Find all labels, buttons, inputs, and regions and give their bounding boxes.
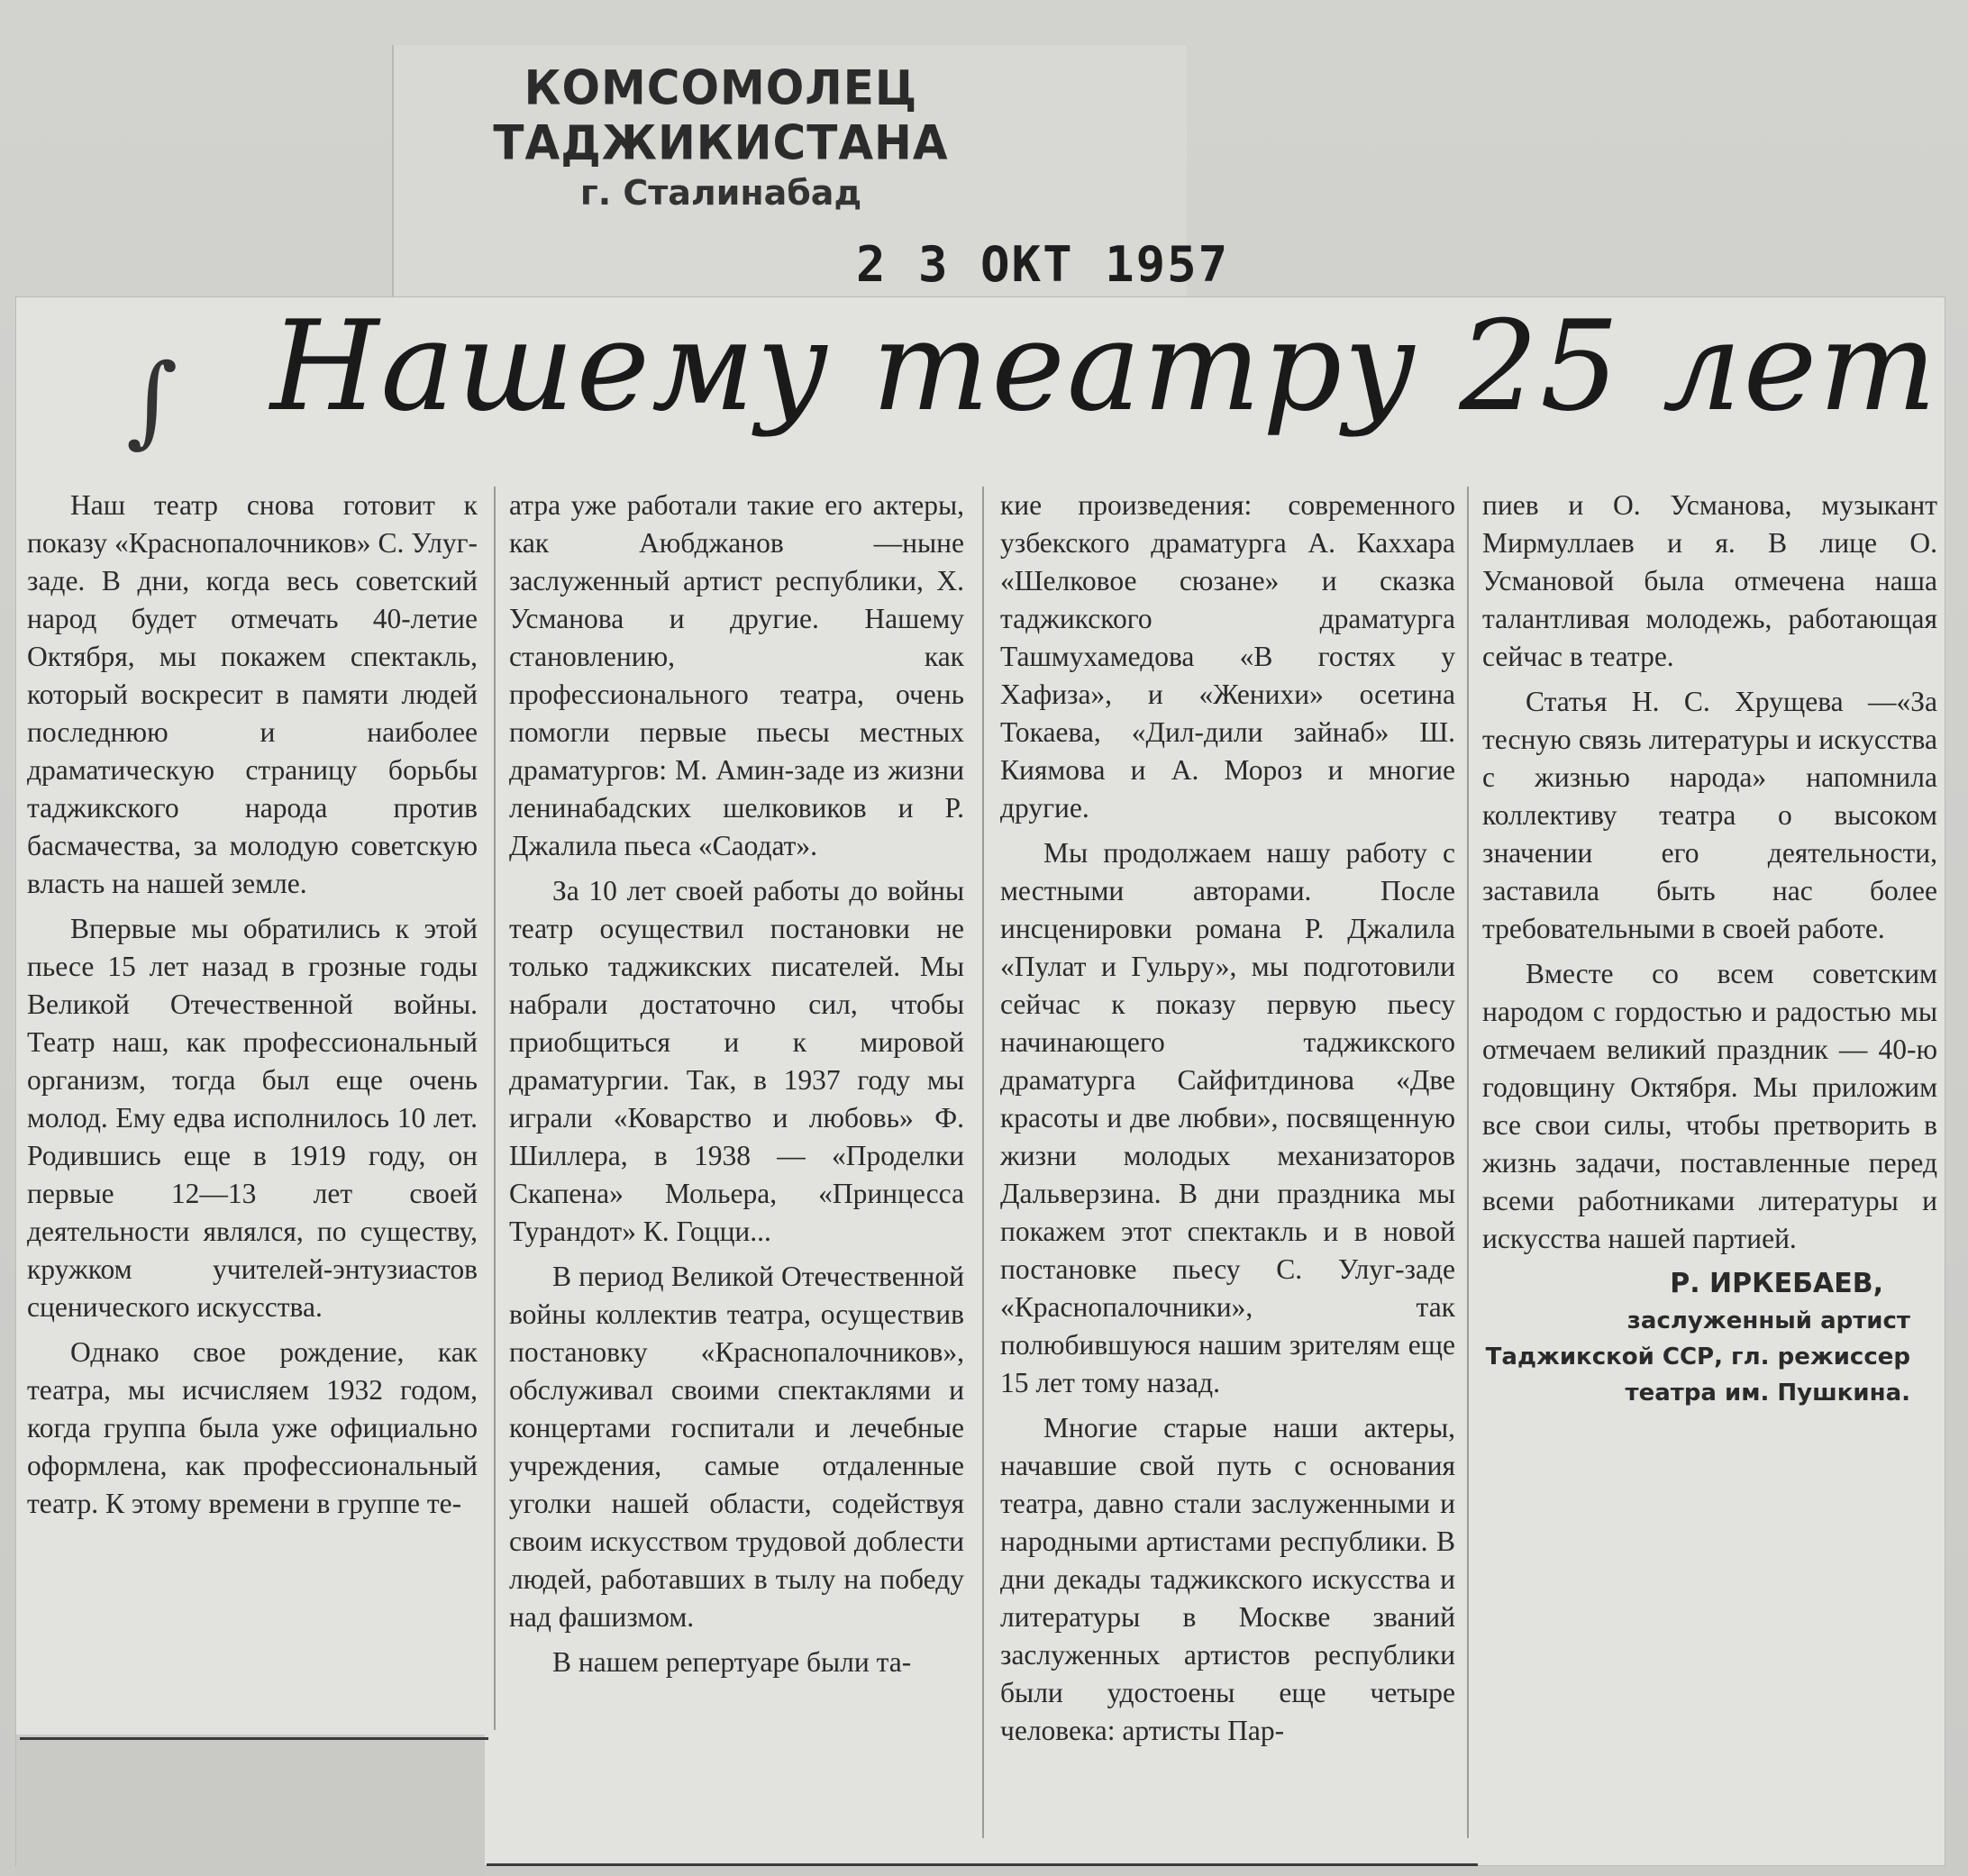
date-stamp: 2 3 ОКТ 1957 <box>856 236 1230 293</box>
clipping-cut-corner <box>16 1735 485 1876</box>
article-headline: Нашему театру 25 лет <box>270 294 1939 439</box>
author-name: Р. ИРКЕБАЕВ, <box>1670 1268 1883 1299</box>
article-column-3 <box>1000 487 1455 1757</box>
bottom-rule <box>487 1863 1478 1866</box>
paragraph: Наш театр снова готовит к показу «Краснопалочников» С. Улуг-заде. В дни, когда весь советский народ будет отмечать 40-летие Октября, мы покажем спектакль, который воскресит в памяти людей последнюю и наиболее драматическую страницу борьбы таджикского народа против басмачества, за молодую советскую власть на нашей земле. <box>27 489 478 899</box>
column-divider <box>494 487 496 1730</box>
paragraph: пиев и О. Усманова, музыкант Мирмуллаев и я. В лице О. Усмановой была отмечена наша талантливая молодежь, работающая сейчас в театре. <box>1482 489 1937 672</box>
paragraph: атра уже работали такие его актеры, как Аюбджанов —ныне заслуженный артист республики, Х. Усманова и другие. Нашему становлению, как профессионального театра, очень помогли первые пьесы местных драматургов: М. Амин-заде из жизни ленинабадских шелковиков и Р. Джалила пьеса «Саодат». <box>509 489 964 861</box>
author-title: заслуженный артист Таджикской ССР, гл. режиссер театра им. Пушкина. <box>1485 1307 1910 1407</box>
paragraph: Вместе со всем советским народом с гордостью и радостью мы отмечаем великий праздник — 40-ю годовщину Октября. Мы приложим все свои силы, чтобы претворить в жизнь задачи, поставленные перед всеми работниками литературы и искусства нашей партией. <box>1482 958 1937 1254</box>
paragraph: кие произведения: современного узбекского драматурга А. Каххара «Шелковое сюзане» и сказка таджикского драматурга Ташмухамедова «В гостях у Хафиза», и «Женихи» осетина Токаева, «Дил-дили зайнаб» Ш. Киямова и А. Мороз и многие другие. <box>1000 489 1455 824</box>
column-divider <box>982 487 984 1838</box>
article-column-4 <box>1482 487 1937 1411</box>
newspaper-city: г. Сталинабад <box>579 173 862 213</box>
column-divider <box>1467 487 1469 1838</box>
paragraph: Многие старые наши актеры, начавшие свой путь с основания театра, давно стали заслуженными и народными артистами республики. В дни декады таджикского искусства и литературы в Москве званий заслуженных артистов республики были удостоены еще четыре человека: артисты Пар- <box>1000 1412 1455 1746</box>
ornament-glyph: ∫ <box>126 342 178 458</box>
paragraph: За 10 лет своей работы до войны театр осуществил постановки не только таджикских писателей. Мы набрали достаточно сил, чтобы приобщиться и к мировой драматургии. Так, в 1937 году мы играли «Коварство и любовь» Ф. Шиллера, в 1938 — «Проделки Скапена» Мольера, «Принцесса Турандот» К. Гоцци... <box>509 875 964 1247</box>
paragraph: Статья Н. С. Хрущева —«За тесную связь литературы и искусства с жизнью народа» напомнила коллективу театра о высоком значении его деятельности, заставила быть нас более требовательными в своей работе. <box>1482 686 1937 944</box>
newspaper-stamp <box>396 60 1045 213</box>
paragraph: Мы продолжаем нашу работу с местными авторами. После инсценировки романа Р. Джалила «Пулат и Гульру», мы подготовили сейчас к показу первую пьесу начинающего таджикского драматурга Сайфитдинова «Две красоты и две любви», посвященную жизни молодых механизаторов Дальверзина. В дни праздника мы покажем этот спектакль и в новой постановке пьесу С. Улуг-заде «Краснопалочники», так полюбившуюся нашим зрителям еще 15 лет тому назад. <box>1000 837 1455 1398</box>
newspaper-name: КОМСОМОЛЕЦ ТАДЖИКИСТАНА <box>493 60 949 170</box>
bottom-rule <box>20 1737 488 1740</box>
paragraph: Однако свое рождение, как театра, мы исчисляем 1932 годом, когда группа была уже официально оформлена, как профессиональный театр. К этому времени в группе те- <box>27 1336 478 1519</box>
article-column-1 <box>27 487 478 1530</box>
article-column-2 <box>509 487 964 1689</box>
paragraph: В период Великой Отечественной войны коллектив театра, осуществив постановку «Краснопалочников», обслуживал своими спектаклями и концертами госпитали и лечебные учреждения, самые отдаленные уголки нашей области, содействуя своим искусством трудовой доблести людей, работавших в тылу на победу над фашизмом. <box>509 1261 964 1633</box>
paragraph: Впервые мы обратились к этой пьесе 15 лет назад в грозные годы Великой Отечественной войны. Театр наш, как профессиональный организм, тогда был еще очень молод. Ему едва исполнилось 10 лет. Родившись еще в 1919 году, он первые 12—13 лет своей деятельности являлся, по существу, кружком учителей-энтузиастов сценического искусства. <box>27 913 478 1323</box>
paragraph: В нашем репертуаре были та- <box>552 1646 912 1678</box>
